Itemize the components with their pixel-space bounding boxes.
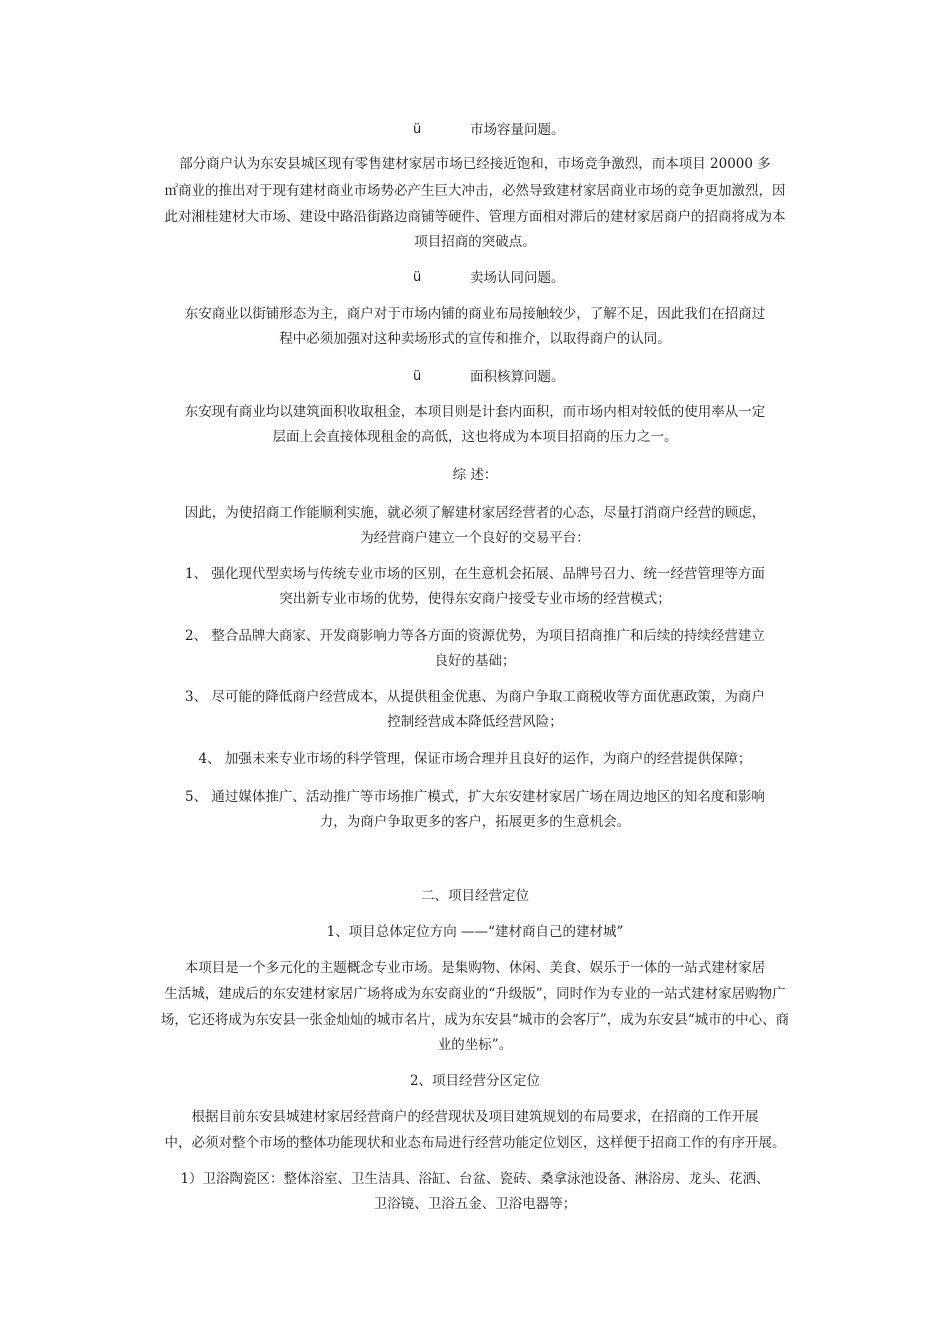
numbered-item-line: 力，为商户争取更多的客户，拓展更多的生意机会。: [319, 814, 631, 830]
numbered-item-line: 2、 整合品牌大商家、开发商影响力等各方面的资源优势，为项目招商推广和后续的持续经营建立: [185, 628, 765, 644]
bullet-title: 市场容量问题。: [470, 122, 565, 138]
numbered-item-line: 1、 强化现代型卖场与传统专业市场的区别，在生意机会拓展、品牌号召力、统一经营管理等方面: [185, 566, 765, 582]
paragraph-line: 1）卫浴陶瓷区：整体浴室、卫生洁具、浴缸、台盆、瓷砖、桑拿泳池设备、淋浴房、龙头、花洒、: [180, 1171, 770, 1187]
numbered-item-line: 良好的基础；: [434, 653, 516, 669]
section-heading: 二、项目经营定位: [421, 888, 529, 904]
paragraph-line: 程中必须加强对这种卖场形式的宣传和推介，以取得商户的认同。: [279, 331, 671, 347]
paragraph-line: 生活城，建成后的东安建材家居广场将成为东安商业的“升级版”，同时作为专业的一站式建材家居购物广: [164, 986, 786, 1002]
paragraph-line: 为经营商户建立一个良好的交易平台：: [360, 530, 590, 546]
paragraph-line: 中，必须对整个市场的整体功能现状和业态布局进行经营功能定位划区，这样便于招商工作的有序开展。: [164, 1135, 786, 1151]
paragraph-line: 根据目前东安县城建材家居经营商户的经营现状及项目建筑规划的布局要求，在招商的工作开展: [191, 1109, 759, 1125]
paragraph-line: ㎡商业的推出对于现有建材商业市场势必产生巨大冲击，必然导致建材家居商业市场的竞争更加激烈，因: [164, 183, 786, 199]
checkmark-icon: ü: [413, 122, 422, 137]
subsection-heading: 2、项目经营分区定位: [409, 1073, 541, 1089]
paragraph-line: 因此，为使招商工作能顺利实施，就必须了解建材家居经营者的心态，尽量打消商户经营的顾虑，: [184, 505, 766, 521]
bullet-heading-recognition: [0, 270, 950, 286]
checkmark-icon: ü: [413, 270, 422, 285]
paragraph-line: 部分商户认为东安县城区现有零售建材家居市场已经接近饱和，市场竞争激烈，而本项目 20000 多: [179, 156, 771, 172]
numbered-item-line: 控制经营成本降低经营风险；: [387, 714, 563, 730]
paragraph-line: 项目招商的突破点。: [414, 234, 536, 250]
numbered-item-line: 5、 通过媒体推广、活动推广等市场推广模式，扩大东安建材家居广场在周边地区的知名度和影响: [185, 789, 765, 805]
numbered-item-line: 突出新专业市场的优势，使得东安商户接受专业市场的经营模式；: [279, 591, 671, 607]
paragraph-line: 此对湘桂建材大市场、建设中路沿街路边商铺等硬件、管理方面相对滞后的建材家居商户的招商将成为本: [164, 209, 786, 225]
paragraph-line: 本项目是一个多元化的主题概念专业市场。是集购物、休闲、美食、娱乐于一体的一站式建材家居: [184, 960, 766, 976]
summary-title: 综 述：: [452, 467, 498, 483]
numbered-item-line: 4、 加强未来专业市场的科学管理，保证市场合理并且良好的运作，为商户的经营提供保障；: [198, 751, 752, 767]
bullet-title: 面积核算问题。: [470, 369, 565, 385]
bullet-heading-capacity: [0, 122, 950, 138]
bullet-heading-area: [0, 369, 950, 385]
paragraph-line: 卫浴镜、卫浴五金、卫浴电器等；: [373, 1196, 577, 1212]
checkmark-icon: ü: [413, 369, 422, 384]
subsection-heading: 1、项目总体定位方向 ——“建材商自己的建材城”: [326, 924, 624, 940]
paragraph-line: 东安商业以街铺形态为主，商户对于市场内铺的商业布局接触较少，了解不足，因此我们在招商过: [184, 306, 766, 322]
paragraph-line: 场，它还将成为东安县一张金灿灿的城市名片，成为东安县“城市的会客厅”，成为东安县“城市的中心、商: [160, 1012, 790, 1028]
paragraph-line: 东安现有商业均以建筑面积收取租金，本项目则是计套内面积，而市场内相对较低的使用率从一定: [184, 404, 766, 420]
paragraph-line: 业的坐标”。: [437, 1037, 513, 1053]
bullet-title: 卖场认同问题。: [470, 270, 565, 286]
numbered-item-line: 3、 尽可能的降低商户经营成本，从提供租金优惠、为商户争取工商税收等方面优惠政策，为商户: [185, 689, 765, 705]
paragraph-line: 层面上会直接体现租金的高低，这也将成为本项目招商的压力之一。: [272, 429, 678, 445]
